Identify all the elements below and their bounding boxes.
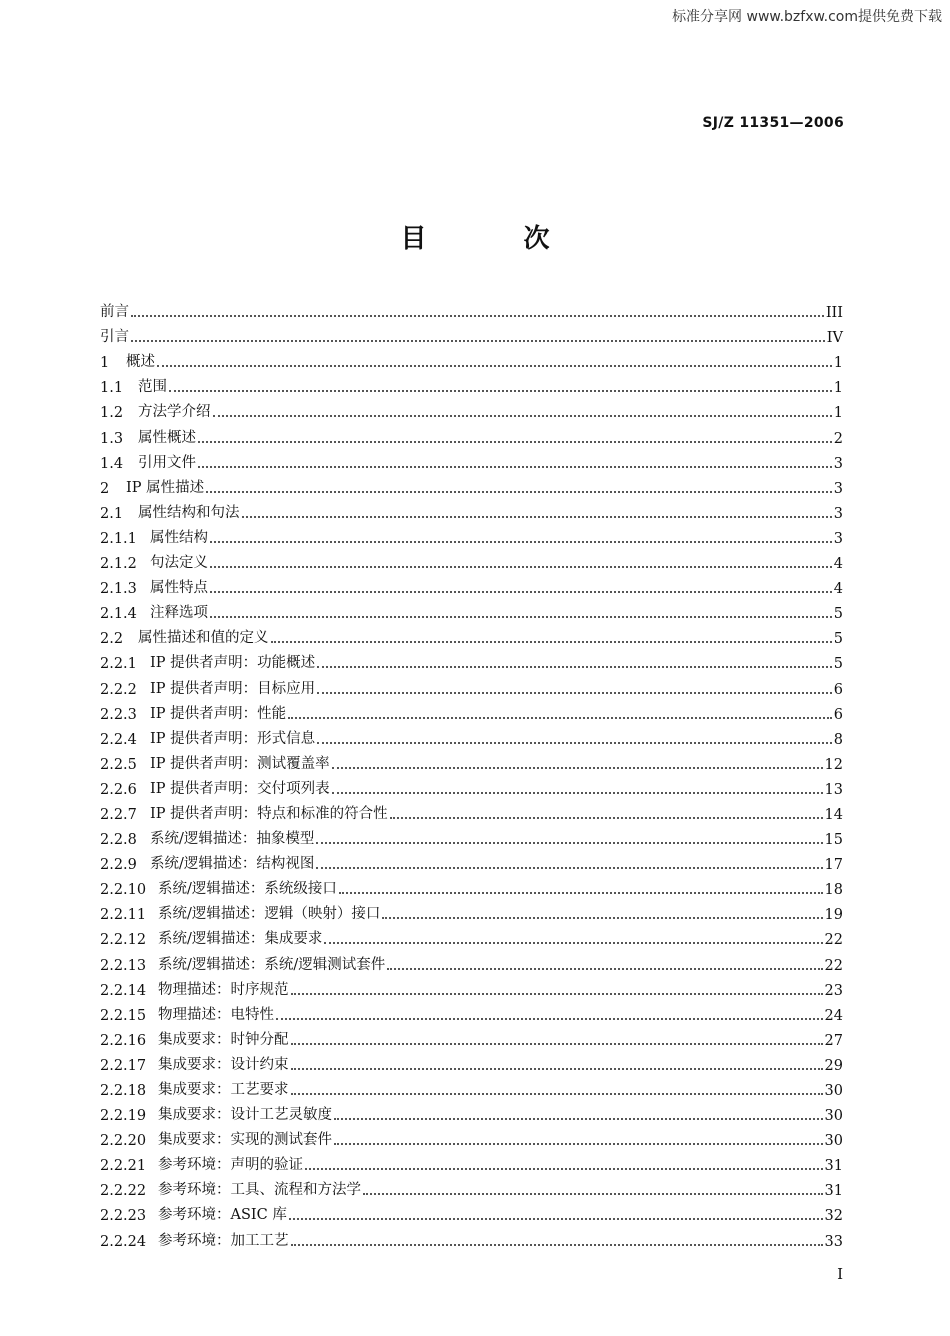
toc-entry-page: 24 — [824, 1007, 843, 1024]
toc-entry-page: 1 — [833, 380, 843, 397]
toc-entry[interactable] — [100, 748, 843, 773]
toc-entry-label: IP 提供者声明：目标应用 — [150, 680, 316, 697]
toc-entry-label: IP 提供者声明：测试覆盖率 — [150, 755, 330, 772]
toc-entry[interactable] — [100, 1124, 843, 1149]
toc-leader-dots — [291, 981, 823, 995]
toc-leader-dots — [210, 579, 832, 593]
toc-entry[interactable] — [100, 597, 843, 622]
toc-entry-page: 5 — [833, 656, 843, 673]
toc-leader-dots — [213, 403, 832, 417]
toc-leader-dots — [210, 604, 832, 618]
toc-leader-dots — [317, 730, 832, 744]
toc-entry-number: 2.1.4 — [100, 606, 137, 623]
toc-entry-number: 1.1 — [100, 380, 124, 397]
toc-leader-dots — [271, 629, 832, 643]
toc-entry[interactable] — [100, 798, 843, 823]
toc-entry[interactable] — [100, 346, 843, 371]
toc-entry-number: 2.1 — [100, 505, 124, 522]
toc-entry-number: 2.2.11 — [100, 907, 147, 924]
toc-entry-label: IP 提供者声明：特点和标准的符合性 — [150, 805, 388, 822]
toc-leader-dots — [210, 554, 832, 568]
toc-entry-page: 6 — [833, 706, 843, 723]
toc-entry-number: 2.1.3 — [100, 581, 137, 598]
toc-entry-number: 2.2.2 — [100, 681, 137, 698]
toc-entry-page: IV — [826, 330, 843, 347]
toc-entry-label: 系统/逻辑描述：抽象模型 — [150, 831, 315, 848]
toc-leader-dots — [324, 930, 822, 944]
toc-leader-dots — [316, 855, 822, 869]
toc-entry-label: 概述 — [126, 354, 155, 371]
toc-entry-page: 17 — [824, 857, 843, 874]
toc-entry-number: 2.2.7 — [100, 806, 137, 823]
toc-entry-number: 2.2.9 — [100, 857, 137, 874]
toc-entry[interactable] — [100, 923, 843, 948]
toc-leader-dots — [317, 680, 832, 694]
toc-entry-number: 2.2.12 — [100, 932, 147, 949]
toc-leader-dots — [332, 755, 823, 769]
toc-leader-dots — [131, 303, 824, 317]
toc-entry-page: 32 — [824, 1208, 843, 1225]
page-title: 目 次 — [400, 224, 594, 254]
toc-entry-number: 2.2.15 — [100, 1007, 147, 1024]
toc-leader-dots — [289, 1206, 823, 1220]
toc-entry-label: IP 提供者声明：形式信息 — [150, 730, 316, 747]
toc-leader-dots — [291, 1081, 823, 1095]
toc-entry-number: 1.2 — [100, 405, 124, 422]
toc-leader-dots — [198, 454, 832, 468]
toc-entry-label: 系统/逻辑描述：系统级接口 — [158, 881, 337, 898]
toc-entry-page: 22 — [824, 957, 843, 974]
toc-entry-page: 15 — [824, 832, 843, 849]
toc-leader-dots — [390, 805, 823, 819]
toc-entry[interactable] — [100, 1099, 843, 1124]
toc-entry-page: III — [825, 305, 843, 322]
toc-entry-number: 2.2.10 — [100, 882, 147, 899]
toc-entry-page: 3 — [833, 455, 843, 472]
toc-entry-page: 29 — [824, 1057, 843, 1074]
toc-entry[interactable] — [100, 1049, 843, 1074]
toc-leader-dots — [291, 1232, 823, 1246]
toc-entry-page: 19 — [824, 907, 843, 924]
toc-entry-page: 4 — [833, 581, 843, 598]
toc-leader-dots — [242, 504, 832, 518]
toc-entry-label: 属性概述 — [138, 429, 196, 446]
toc-entry[interactable] — [100, 1024, 843, 1049]
toc-entry-label: 系统/逻辑描述：集成要求 — [158, 931, 323, 948]
toc-entry-page: 30 — [824, 1083, 843, 1099]
toc-entry-number: 2 — [100, 480, 110, 497]
toc-entry[interactable] — [100, 447, 843, 472]
toc-entry-label: 参考环境：ASIC 库 — [158, 1207, 287, 1224]
toc-entry-page: 2 — [833, 430, 843, 447]
toc-entry[interactable] — [100, 1199, 843, 1224]
toc-entry-number: 2.2.17 — [100, 1057, 147, 1074]
toc-leader-dots — [334, 1106, 823, 1120]
toc-entry-number: 2.2.18 — [100, 1083, 147, 1099]
toc-entry[interactable] — [100, 873, 843, 898]
toc-entry-number: 2.2.1 — [100, 656, 137, 673]
toc-entry-label: 系统/逻辑描述：逻辑（映射）接口 — [158, 906, 381, 923]
toc-entry-number: 2.2 — [100, 631, 124, 648]
page-number: I — [837, 1265, 843, 1283]
toc-leader-dots — [317, 654, 832, 668]
toc-entry-page: 31 — [824, 1158, 843, 1175]
toc-entry-label: 集成要求：实现的测试套件 — [158, 1132, 332, 1149]
toc-leader-dots — [291, 1031, 823, 1045]
toc-entry[interactable] — [100, 647, 843, 672]
document-code: SJ/Z 11351—2006 — [702, 115, 844, 131]
toc-leader-dots — [387, 956, 822, 970]
toc-entry-label: 集成要求：设计工艺灵敏度 — [158, 1107, 332, 1124]
toc-entry-label: 系统/逻辑描述：系统/逻辑测试套件 — [158, 956, 386, 973]
toc-entry[interactable] — [100, 948, 843, 973]
toc-entry[interactable] — [100, 622, 843, 647]
toc-entry-number: 2.1.1 — [100, 530, 137, 547]
toc-entry-label: 属性结构 — [150, 529, 208, 546]
toc-entry-label: 系统/逻辑描述：结构视图 — [150, 856, 315, 873]
toc-entry[interactable] — [100, 823, 843, 848]
toc-entry-number: 2.2.20 — [100, 1133, 147, 1150]
toc-entry[interactable] — [100, 698, 843, 723]
toc-entry-number: 2.2.13 — [100, 957, 147, 974]
toc-entry[interactable] — [100, 1074, 843, 1099]
toc-entry-label: 属性特点 — [150, 580, 208, 597]
toc-entry-page: 22 — [824, 932, 843, 949]
toc-entry-label: 范围 — [138, 379, 167, 396]
toc-entry-page: 4 — [833, 556, 843, 573]
toc-entry[interactable] — [100, 321, 843, 346]
toc-leader-dots — [291, 1056, 823, 1070]
toc-entry-label: IP 提供者声明：功能概述 — [150, 655, 316, 672]
toc-entry-label: 集成要求：设计约束 — [158, 1056, 289, 1073]
toc-entry-label: 属性描述和值的定义 — [138, 630, 269, 647]
toc-entry-number: 2.2.3 — [100, 706, 137, 723]
toc-entry-page: 31 — [824, 1183, 843, 1200]
toc-entry-page: 5 — [833, 631, 843, 648]
toc-entry-label: 参考环境：加工工艺 — [158, 1232, 289, 1249]
toc-entry-label: 参考环境：声明的验证 — [158, 1157, 303, 1174]
toc-entry-number: 2.2.24 — [100, 1233, 147, 1250]
toc-leader-dots — [206, 479, 832, 493]
toc-entry[interactable] — [100, 497, 843, 522]
toc-entry[interactable] — [100, 1224, 843, 1249]
toc-entry-number: 1.4 — [100, 455, 124, 472]
toc-entry[interactable] — [100, 672, 843, 697]
toc-entry[interactable] — [100, 522, 843, 547]
toc-entry-number: 2.1.2 — [100, 556, 137, 573]
toc-entry-page: 3 — [833, 530, 843, 547]
toc-leader-dots — [363, 1181, 823, 1195]
toc-entry-page: 13 — [824, 781, 843, 798]
toc-entry-label: 参考环境：工具、流程和方法学 — [158, 1182, 361, 1199]
toc-leader-dots — [339, 880, 823, 894]
toc-entry[interactable] — [100, 396, 843, 421]
toc-leader-dots — [316, 830, 822, 844]
toc-entry-page: 23 — [824, 982, 843, 999]
toc-entry-label: IP 提供者声明：性能 — [150, 705, 287, 722]
toc-entry-number: 1 — [100, 355, 110, 372]
toc-entry-page: 6 — [833, 681, 843, 698]
toc-entry[interactable] — [100, 1149, 843, 1174]
toc-leader-dots — [198, 429, 832, 443]
toc-entry-page: 14 — [824, 806, 843, 823]
toc-leader-dots — [131, 328, 825, 342]
toc-entry-number: 2.2.16 — [100, 1032, 147, 1049]
toc-entry[interactable] — [100, 371, 843, 396]
toc-entry-number: 2.2.14 — [100, 982, 147, 999]
toc-entry-label: 引言 — [100, 329, 129, 346]
toc-entry-label: 集成要求：时钟分配 — [158, 1031, 289, 1048]
toc-entry[interactable] — [100, 296, 843, 321]
toc-entry[interactable] — [100, 773, 843, 798]
toc-leader-dots — [305, 1156, 823, 1170]
toc-entry-number: 2.2.6 — [100, 781, 137, 798]
toc-entry-number: 2.2.21 — [100, 1158, 147, 1175]
toc-entry[interactable] — [100, 472, 843, 497]
toc-entry-label: 集成要求：工艺要求 — [158, 1082, 289, 1098]
toc-leader-dots — [169, 378, 832, 392]
toc-entry-label: 物理描述：电特性 — [158, 1006, 274, 1023]
toc-entry-number: 1.3 — [100, 430, 124, 447]
toc-entry-page: 30 — [824, 1133, 843, 1150]
toc-entry[interactable] — [100, 723, 843, 748]
toc-entry[interactable] — [100, 999, 843, 1024]
toc-entry-label: 前言 — [100, 304, 129, 321]
toc-entry[interactable] — [100, 547, 843, 572]
toc-entry-page: 5 — [833, 606, 843, 623]
toc-leader-dots — [157, 353, 832, 367]
toc-entry-page: 1 — [833, 405, 843, 422]
toc-entry-number: 2.2.22 — [100, 1183, 147, 1200]
toc-entry-page: 30 — [824, 1108, 843, 1125]
toc-entry[interactable] — [100, 898, 843, 923]
toc-leader-dots — [210, 529, 832, 543]
toc-entry-number: 2.2.4 — [100, 731, 137, 748]
toc-entry[interactable] — [100, 848, 843, 873]
toc-entry[interactable] — [100, 572, 843, 597]
toc-entry-page: 33 — [824, 1233, 843, 1250]
toc-entry-page: 3 — [833, 480, 843, 497]
toc-entry[interactable] — [100, 421, 843, 446]
toc-leader-dots — [276, 1006, 823, 1020]
toc-entry-label: 物理描述：时序规范 — [158, 981, 289, 998]
toc-entry-number: 2.2.5 — [100, 756, 137, 773]
toc-entry-page: 3 — [833, 505, 843, 522]
toc-entry-page: 1 — [833, 355, 843, 372]
toc-entry-page: 27 — [824, 1032, 843, 1049]
toc-leader-dots — [334, 1131, 823, 1145]
toc-entry-page: 12 — [824, 756, 843, 773]
toc-leader-dots — [332, 780, 823, 794]
toc-entry[interactable] — [100, 974, 843, 999]
toc-entry-label: 句法定义 — [150, 555, 208, 572]
toc-entry-number: 2.2.19 — [100, 1108, 147, 1125]
toc-entry-page: 18 — [824, 882, 843, 899]
toc-entry-label: 方法学介绍 — [138, 404, 211, 421]
toc-entry-label: 引用文件 — [138, 454, 196, 471]
toc-entry-number: 2.2.23 — [100, 1208, 147, 1225]
toc-entry[interactable] — [100, 1174, 843, 1199]
toc-leader-dots — [382, 905, 822, 919]
watermark-text: 标准分享网 www.bzfxw.com提供免费下载 — [672, 9, 942, 25]
toc-leader-dots — [288, 705, 832, 719]
toc-entry-number: 2.2.8 — [100, 832, 137, 849]
table-of-contents — [100, 296, 843, 1250]
toc-entry-label: 属性结构和句法 — [138, 504, 240, 521]
toc-entry-label: 注释选项 — [150, 605, 208, 622]
toc-entry-label: IP 提供者声明：交付项列表 — [150, 780, 330, 797]
toc-entry-page: 8 — [833, 731, 843, 748]
toc-entry-label: IP 属性描述 — [126, 479, 205, 496]
